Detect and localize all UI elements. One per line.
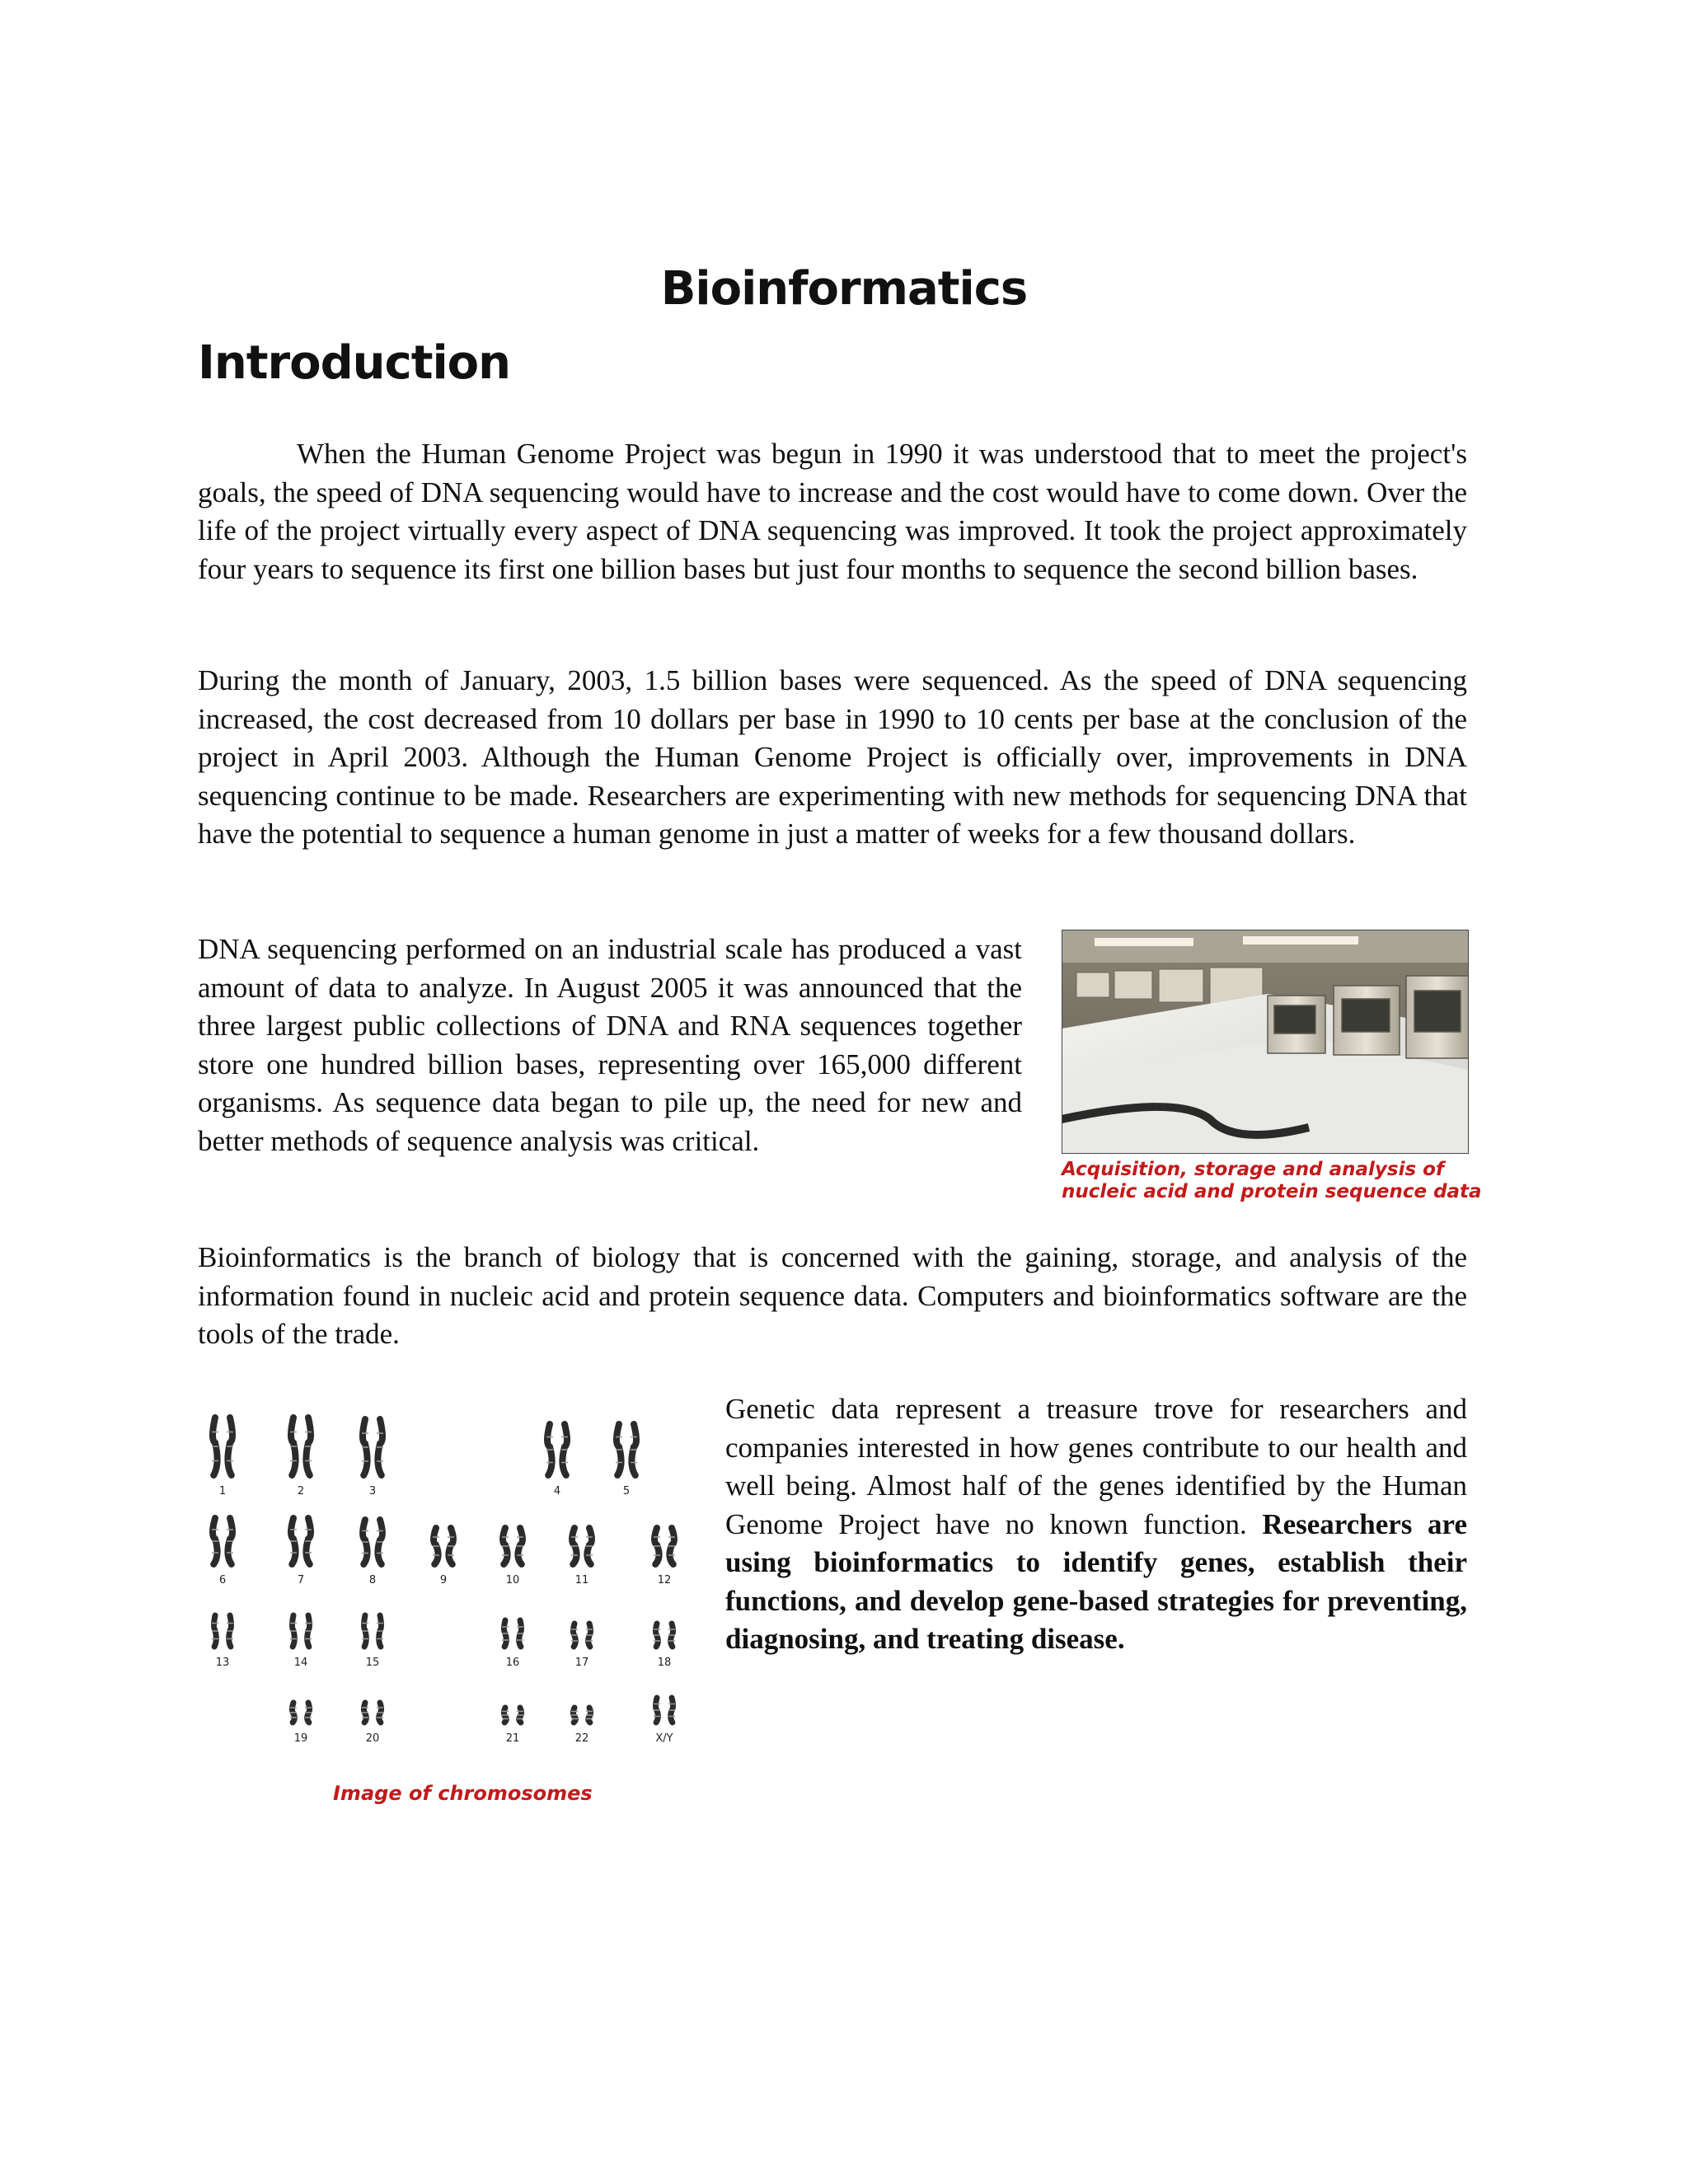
paragraph-4: Bioinformatics is the branch of biology that is concerned with the gaining, storage, and analysis of the information found in nucleic acid and protein sequence data. Computers and bioinformatics software are the tools of the trade. xyxy=(198,1241,1467,1350)
chromosome-pair xyxy=(362,1615,383,1647)
paragraph-5-text: Genetic data represent a treasure trove for researchers and companies interested in how genes contribute to our health and well being. Almost half of the genes identified by the Human Genome Project have no known function. xyxy=(725,1393,1467,1540)
chromosome-pair xyxy=(654,1698,675,1722)
chromosome-pair xyxy=(290,1703,312,1722)
chromosome-number-label: 11 xyxy=(574,1574,589,1586)
chromosome-pair xyxy=(362,1419,383,1475)
chromosome-pair xyxy=(290,1518,312,1564)
lab-caption-line-1: Acquisition, storage and analysis of xyxy=(1062,1159,1444,1180)
chromosome-pair xyxy=(212,1518,233,1564)
section-heading-introduction: Introduction xyxy=(198,336,511,390)
chromosome-number-label: 3 xyxy=(368,1485,377,1497)
chromosome-pair xyxy=(502,1620,523,1647)
chromosome-number-label: 18 xyxy=(657,1657,672,1669)
chromosome-number-label: 10 xyxy=(505,1574,520,1586)
chromosome-pair xyxy=(502,1708,523,1722)
chromosome-pair xyxy=(502,1528,523,1564)
chromosome-number-label: 21 xyxy=(505,1732,520,1745)
chromosome-pair xyxy=(362,1520,383,1564)
chromosome-number-label: 9 xyxy=(439,1574,448,1586)
chromosome-caption: Image of chromosomes xyxy=(333,1782,593,1805)
paragraph-5 xyxy=(725,1390,1467,1659)
chromosome-pair xyxy=(571,1708,593,1722)
chromosome-karyotype-image xyxy=(198,1385,709,1797)
chromosome-pair xyxy=(571,1624,593,1647)
chromosome-number-label: X/Y xyxy=(655,1732,673,1745)
chromosome-pair xyxy=(212,1615,233,1647)
lab-photo-caption xyxy=(1062,1159,1482,1203)
chromosome-pair xyxy=(362,1703,383,1722)
chromosome-number-label: 12 xyxy=(657,1574,672,1586)
chromosome-pair xyxy=(571,1528,593,1564)
chromosome-number-label: 2 xyxy=(297,1485,305,1497)
chromosome-pair xyxy=(546,1424,568,1475)
chromosome-pair xyxy=(212,1418,233,1475)
paragraph-1: When the Human Genome Project was begun in 1990 it was understood that to meet the project's goals, the speed of DNA sequencing would have to increase and the cost would have to come down. Over the life of the project virtually every aspect of DNA sequencing was improved. It took the project approximately four years to sequence its first one billion bases but just four months to sequence the second billion bases. xyxy=(198,438,1467,585)
chromosome-number-label: 14 xyxy=(293,1657,308,1669)
paragraph-5-bold-text: Researchers are using bioinformatics to identify genes, establish their functions, and develop gene-based strategies for preventing, diagnosing, and treating disease. xyxy=(725,1507,1467,1655)
chromosome-number-label: 7 xyxy=(297,1574,305,1586)
chromosome-pair xyxy=(616,1424,637,1475)
chromosome-pair xyxy=(654,1528,675,1564)
chromosome-number-label: 19 xyxy=(293,1732,308,1745)
chromosome-number-label: 4 xyxy=(553,1485,561,1497)
paragraph-3: DNA sequencing performed on an industrial scale has produced a vast amount of data to analyze. In August 2005 it was announced that the three largest public collections of DNA and RNA sequences together store one hundred billion bases, representing over 165,000 different organisms. As sequence data began to pile up, the need for new and better methods of sequence analysis was critical. xyxy=(198,933,1022,1157)
chromosome-pair xyxy=(433,1528,454,1564)
document-title: Bioinformatics xyxy=(660,262,1028,316)
chromosome-number-label: 13 xyxy=(215,1657,230,1669)
chromosome-pair xyxy=(654,1624,675,1647)
chromosome-number-label: 16 xyxy=(505,1657,520,1669)
chromosome-number-label: 8 xyxy=(368,1574,377,1586)
chromosome-pair xyxy=(290,1615,312,1647)
chromosome-number-label: 20 xyxy=(365,1732,380,1745)
chromosome-number-label: 6 xyxy=(218,1574,227,1586)
lab-caption-line-2: nucleic acid and protein sequence data xyxy=(1062,1181,1482,1202)
chromosome-number-label: 17 xyxy=(574,1657,589,1669)
chromosome-number-label: 22 xyxy=(574,1732,589,1745)
chromosome-pair xyxy=(290,1418,312,1475)
chromosome-number-label: 5 xyxy=(622,1485,631,1497)
paragraph-2: During the month of January, 2003, 1.5 billion bases were sequenced. As the speed of DNA sequencing increased, the cost decreased from 10 dollars per base in 1990 to 10 cents per base at the conclusion of the project in April 2003. Although the Human Genome Project is officially over, improvements in DNA sequencing continue to be made. Researchers are experimenting with new methods for sequencing DNA that have the potential to sequence a human genome in just a matter of weeks for a few thousand dollars. xyxy=(198,664,1467,850)
chromosome-number-label: 1 xyxy=(218,1485,227,1497)
chromosome-number-label: 15 xyxy=(365,1657,380,1669)
